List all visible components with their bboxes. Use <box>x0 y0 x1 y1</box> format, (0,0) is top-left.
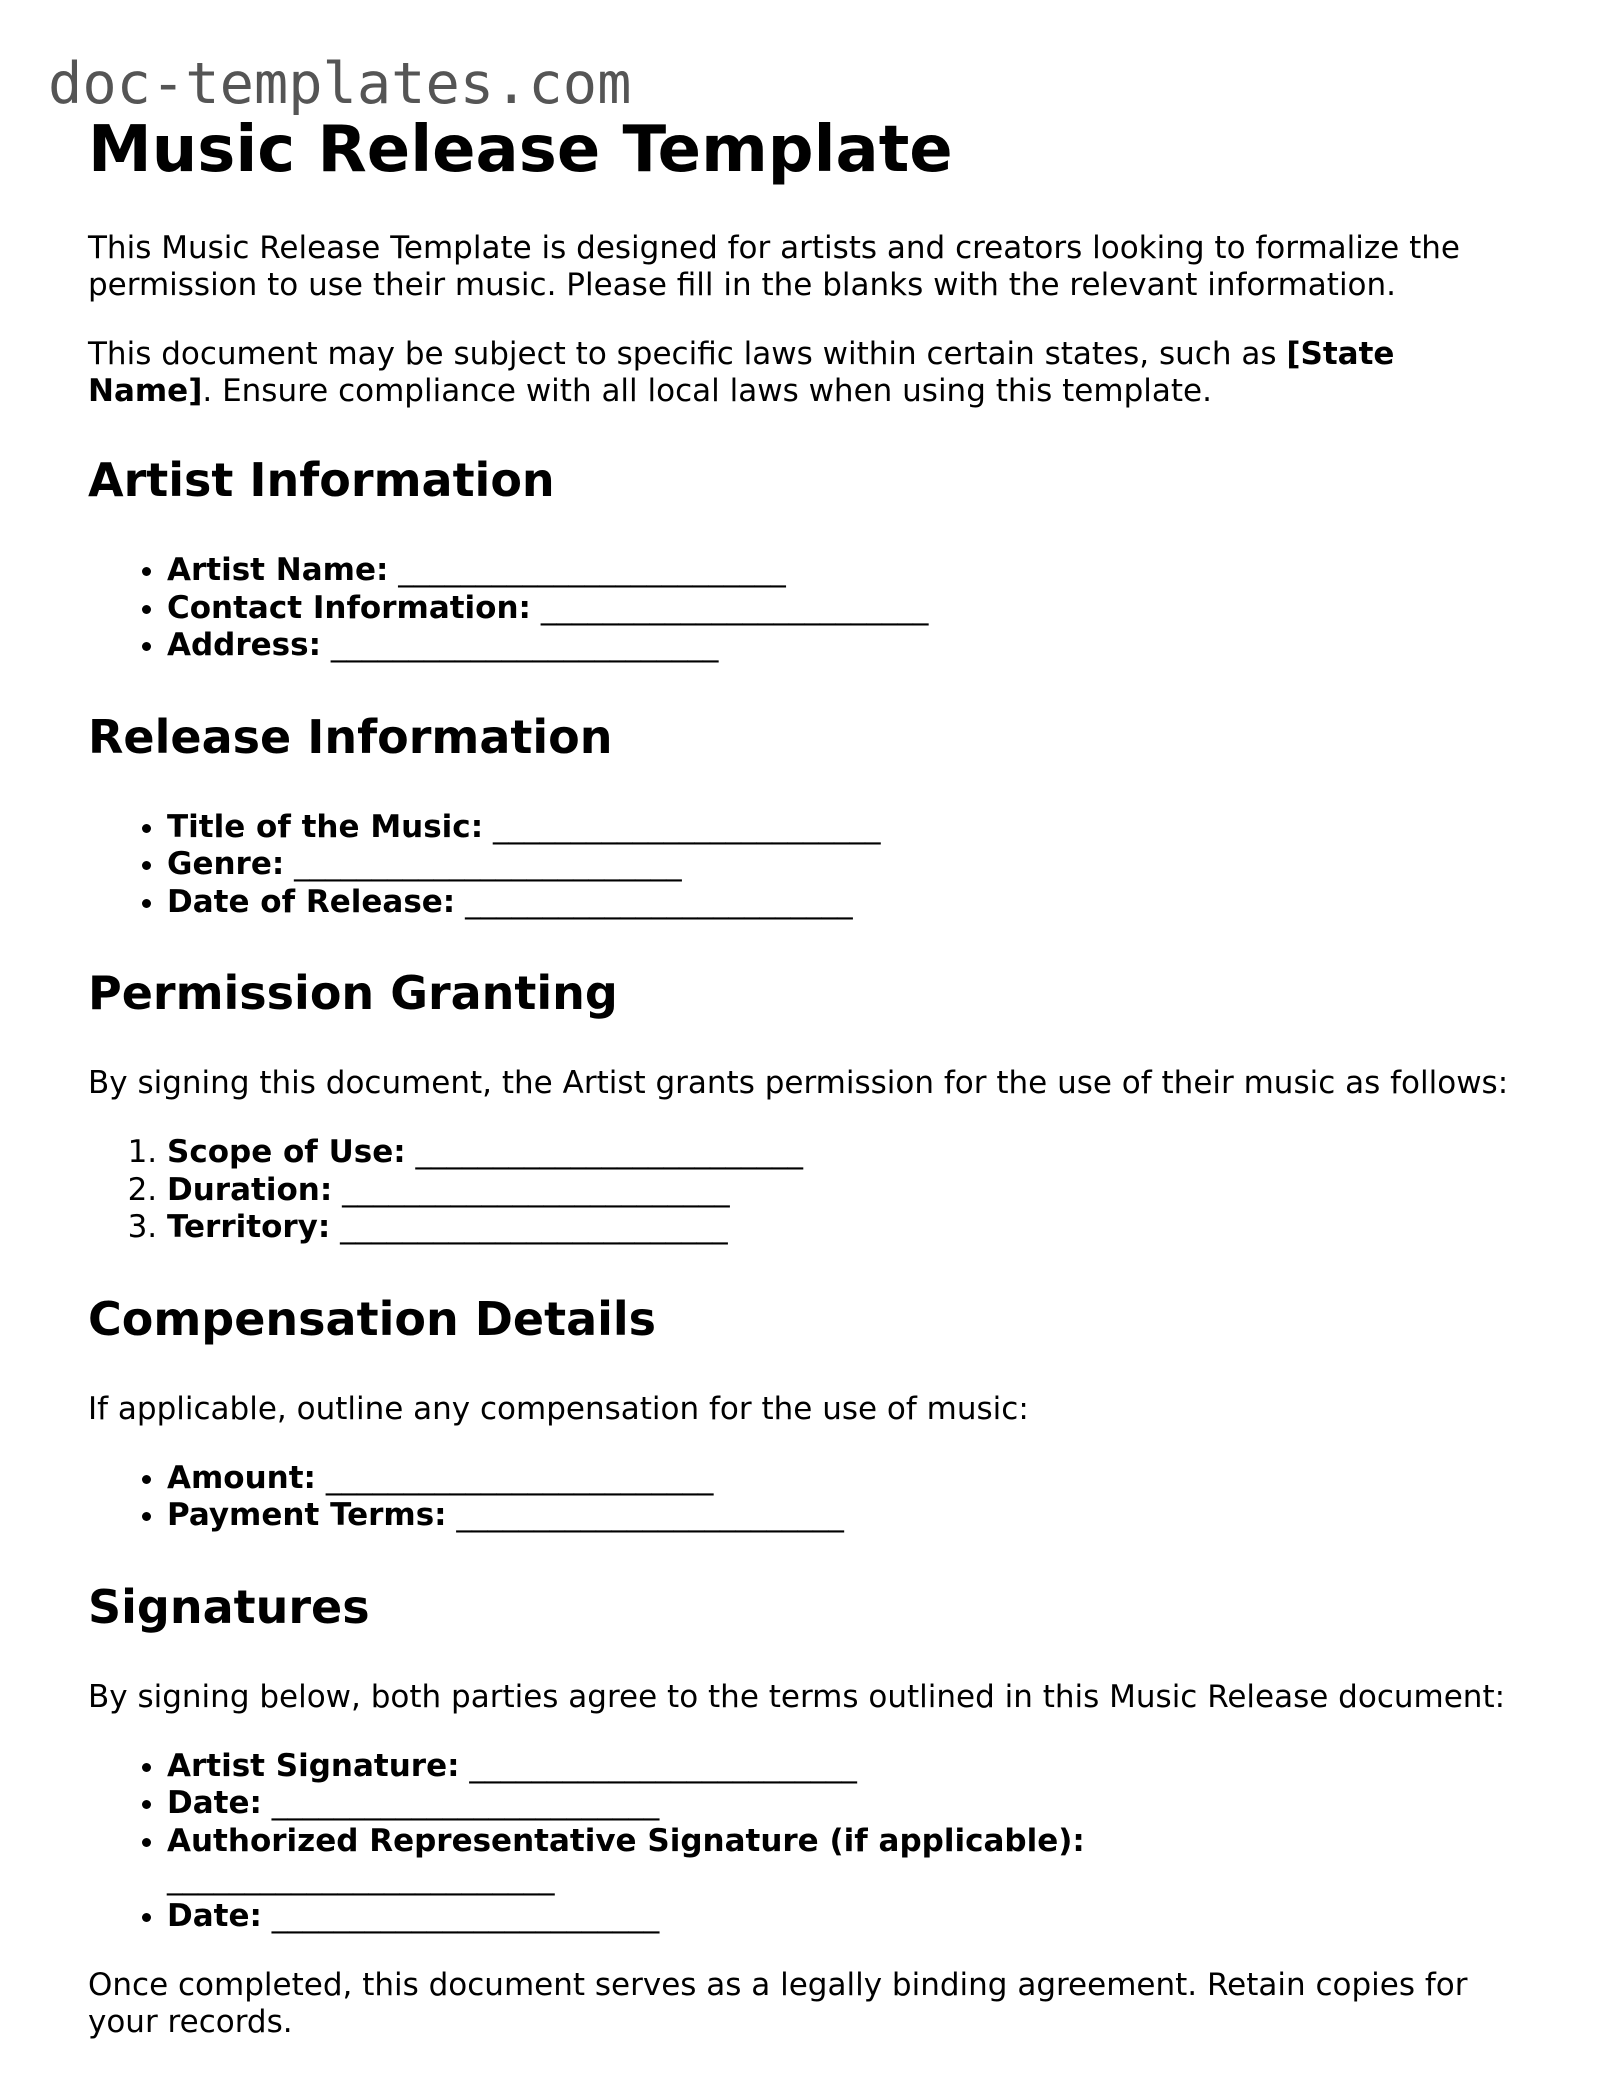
compensation-paragraph: If applicable, outline any compensation for the use of music: <box>88 1390 1029 1427</box>
state-name-placeholder: [State Name] <box>88 336 1395 409</box>
field-label: Address: <box>167 627 321 663</box>
field-label: Date of Release: <box>167 883 456 920</box>
legal-notice-paragraph <box>88 336 1528 410</box>
release-information-heading: Release Information <box>88 709 613 764</box>
notice-text-before: This document may be subject to specific laws within certain states, such as <box>88 336 1287 372</box>
document <box>88 112 1528 2073</box>
field-label: Title of the Music: <box>167 808 484 845</box>
list-item <box>167 809 1528 847</box>
document-title: Music Release Template <box>88 113 953 187</box>
blank-line: _________________________ <box>340 1209 728 1245</box>
blank-line: _________________________ <box>415 1134 803 1170</box>
list-item <box>167 884 1528 922</box>
field-label: Duration: <box>167 1171 333 1208</box>
field-label: Territory: <box>167 1209 331 1245</box>
closing-paragraph: Once completed, this document serves as a legally binding agreement. Retain copies for your records. <box>88 1967 1468 2040</box>
signatures-heading: Signatures <box>88 1579 370 1634</box>
field-label: Artist Name: <box>167 552 389 588</box>
blank-line: _________________________ <box>167 1860 555 1896</box>
field-label: Date: <box>167 1897 262 1934</box>
notice-text-after: . Ensure compliance with all local laws when using this template. <box>202 373 1212 409</box>
field-label: Genre: <box>167 846 285 882</box>
list-item <box>167 590 1528 628</box>
list-item <box>167 1748 1528 1786</box>
compensation-list <box>88 1460 1528 1535</box>
blank-line: _________________________ <box>330 627 719 663</box>
signatures-paragraph: By signing below, both parties agree to the terms outlined in this Music Release document: <box>88 1678 1506 1715</box>
field-label: Artist Signature: <box>167 1747 460 1784</box>
field-label: Contact Information: <box>167 589 531 626</box>
field-label: Date: <box>167 1785 262 1821</box>
blank-line: _________________________ <box>398 552 786 588</box>
list-item <box>167 1209 1528 1247</box>
blank-line: _________________________ <box>271 1897 660 1934</box>
field-label: Authorized Representative Signature (if applicable): <box>167 1822 1085 1859</box>
field-label: Amount: <box>167 1459 316 1496</box>
list-item <box>167 846 1528 884</box>
list-item <box>167 1172 1528 1210</box>
list-item <box>167 1823 1528 1898</box>
permission-paragraph: By signing this document, the Artist grants permission for the use of their music as follows: <box>88 1065 1509 1101</box>
list-item <box>167 1497 1528 1535</box>
intro-paragraph: This Music Release Template is designed for artists and creators looking to formalize the permission to use their music. Please fill in the blanks with the relevant information. <box>88 230 1460 303</box>
list-item <box>167 1134 1528 1172</box>
artist-information-list <box>88 552 1528 665</box>
field-label: Payment Terms: <box>167 1497 447 1533</box>
list-item <box>167 627 1528 665</box>
blank-line: _________________________ <box>294 846 682 882</box>
blank-line: _________________________ <box>465 883 853 920</box>
blank-line: _________________________ <box>271 1785 660 1821</box>
blank-line: _________________________ <box>325 1459 714 1496</box>
release-information-list <box>88 809 1528 922</box>
blank-line: _________________________ <box>342 1171 730 1208</box>
permission-granting-heading: Permission Granting <box>88 966 618 1020</box>
compensation-details-heading: Compensation Details <box>88 1291 657 1346</box>
field-label: Scope of Use: <box>167 1134 406 1170</box>
watermark-logo: doc-templates.com <box>48 51 632 117</box>
blank-line: _________________________ <box>469 1747 857 1784</box>
signatures-list <box>88 1748 1528 1936</box>
list-item <box>167 1898 1528 1936</box>
list-item <box>167 1460 1528 1498</box>
blank-line: _________________________ <box>540 589 929 626</box>
list-item <box>167 552 1528 590</box>
blank-line: _________________________ <box>456 1497 844 1533</box>
artist-information-heading: Artist Information <box>88 453 555 507</box>
permission-list <box>88 1134 1528 1247</box>
list-item <box>167 1785 1528 1823</box>
blank-line: _________________________ <box>492 808 881 845</box>
